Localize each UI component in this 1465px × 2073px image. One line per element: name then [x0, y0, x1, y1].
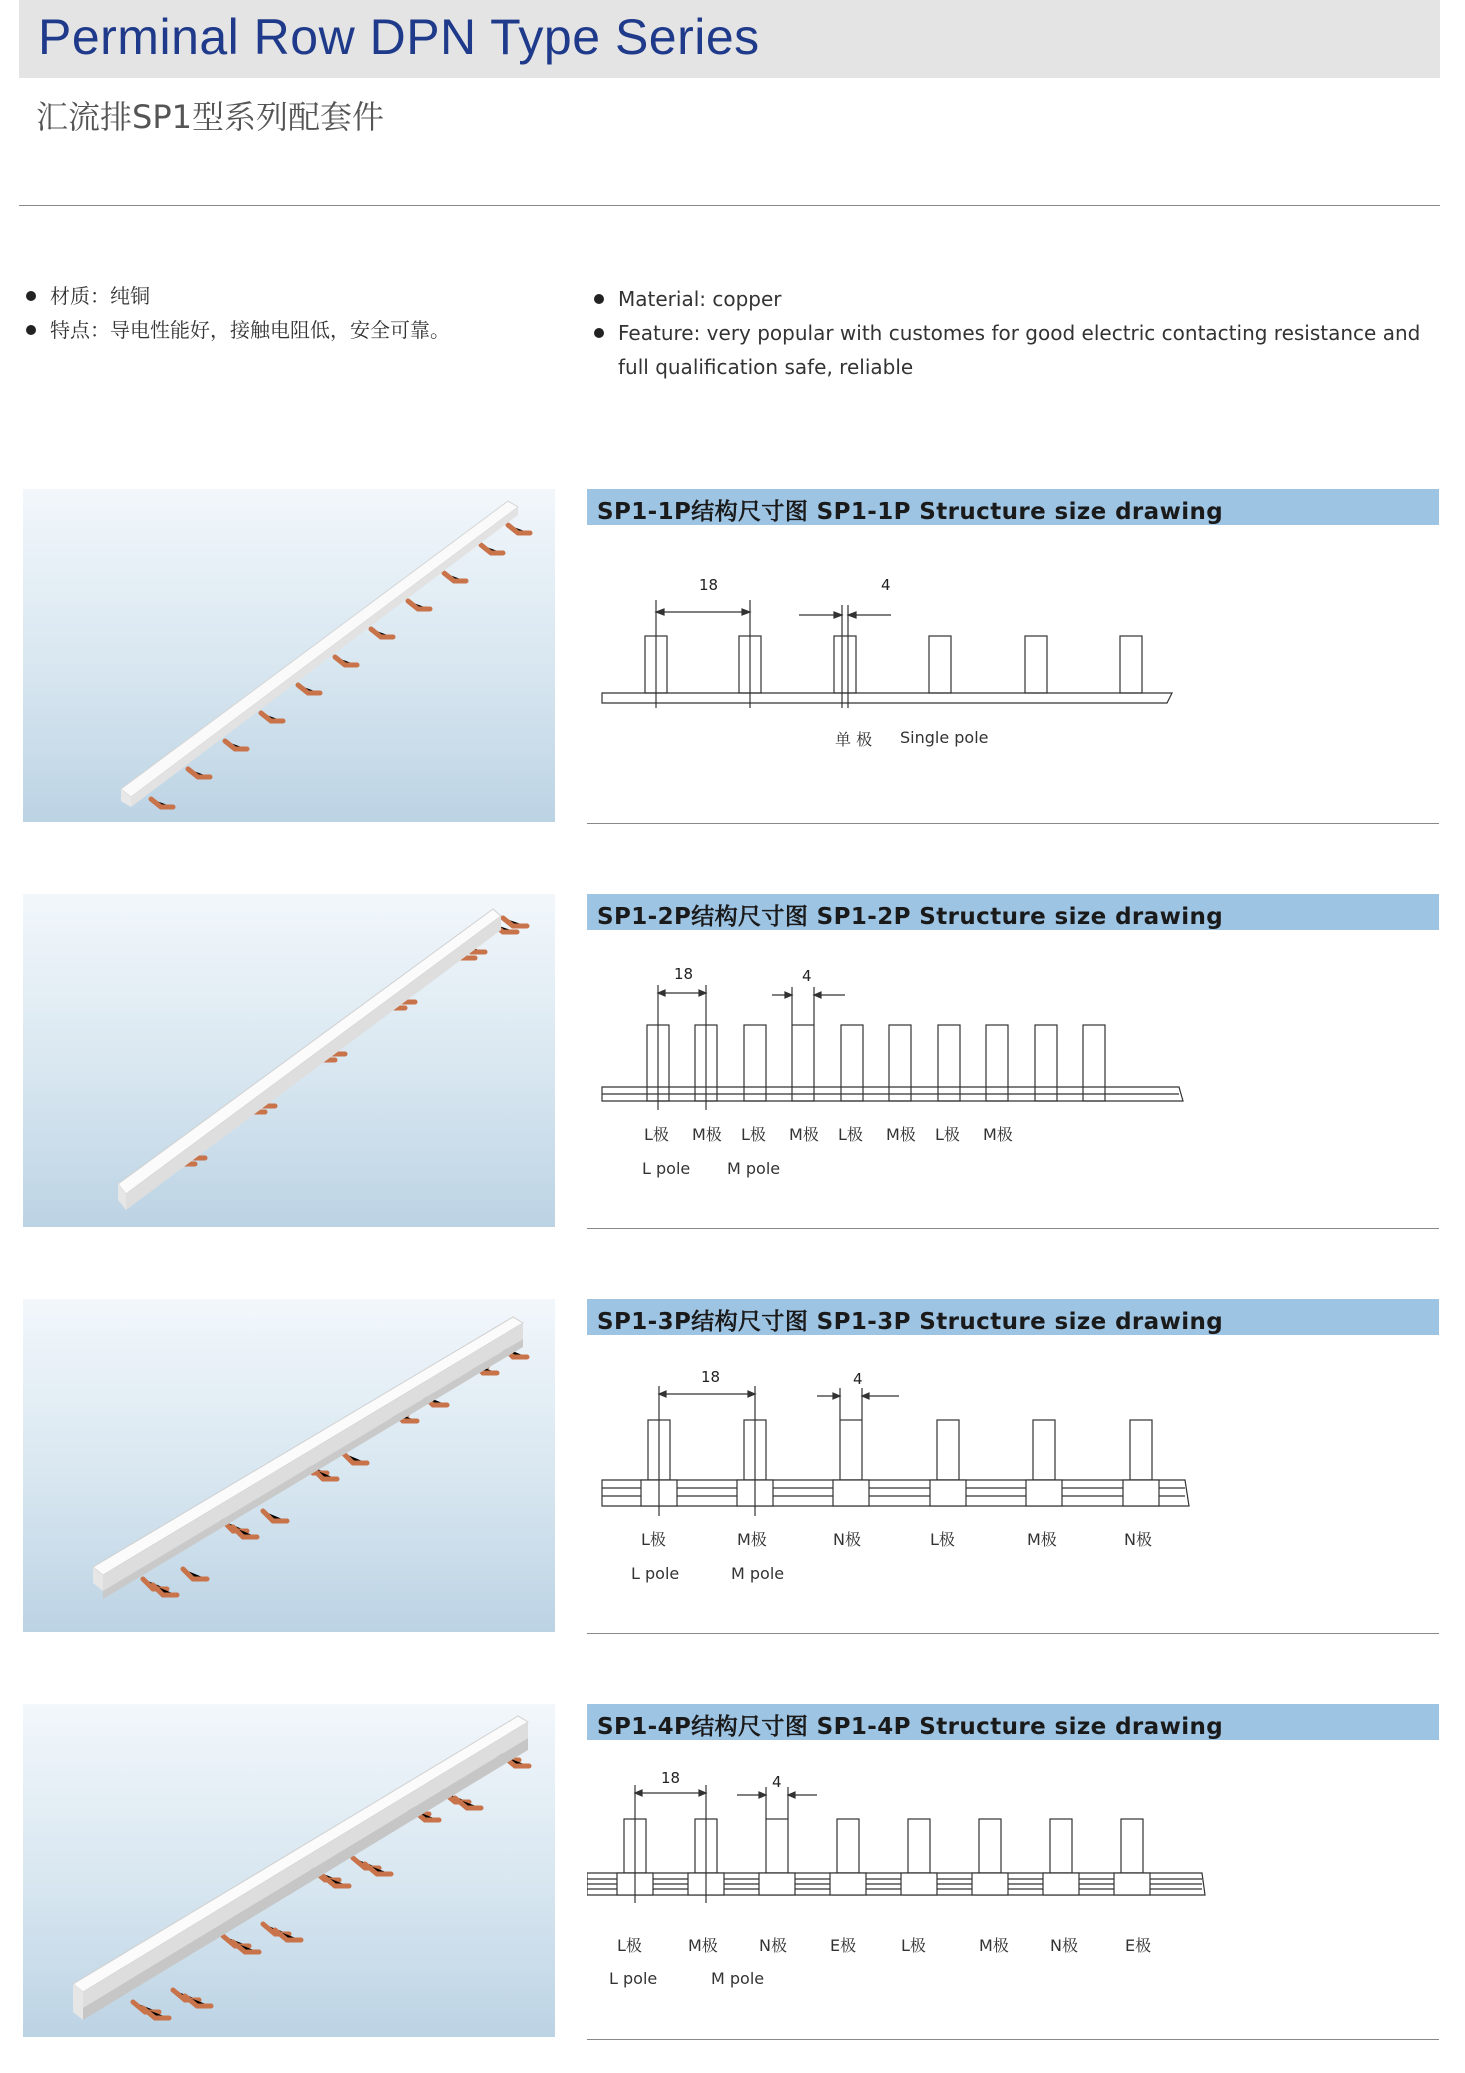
pole-label: M极 — [692, 1125, 722, 1144]
section-heading-4p — [587, 1704, 1439, 1740]
caption-cn: 单 极 — [835, 730, 873, 749]
pole-label: N极 — [1050, 1936, 1078, 1955]
pole-name: L pole — [631, 1564, 680, 1583]
feature-material-en: Material: copper — [590, 282, 1440, 316]
pole-label: M极 — [688, 1936, 718, 1955]
dim-width: 4 — [802, 967, 812, 985]
section-heading-3p — [587, 1299, 1439, 1335]
product-photo-2p — [23, 894, 555, 1227]
product-photo-1p — [23, 489, 555, 822]
section-heading-2p — [587, 894, 1439, 930]
divider — [19, 205, 1440, 206]
section-heading-text: SP1-1P结构尺寸图 SP1-1P Structure size drawing — [597, 499, 1224, 525]
section-heading-text: SP1-2P结构尺寸图 SP1-2P Structure size drawing — [597, 904, 1224, 930]
divider — [587, 1228, 1439, 1229]
pole-label: L极 — [617, 1936, 642, 1955]
section-heading-text: SP1-3P结构尺寸图 SP1-3P Structure size drawing — [597, 1309, 1224, 1335]
product-photo-3p — [23, 1299, 555, 1632]
pole-label: M极 — [789, 1125, 819, 1144]
dim-width: 4 — [853, 1370, 863, 1388]
pole-label: N极 — [833, 1530, 861, 1549]
pole-label: E极 — [830, 1936, 857, 1955]
page-subtitle: 汇流排SP1型系列配套件 — [36, 98, 384, 136]
pole-name: M pole — [727, 1159, 781, 1178]
divider — [587, 823, 1439, 824]
pole-name: L pole — [609, 1969, 658, 1988]
pole-name: L pole — [642, 1159, 691, 1178]
pole-label: L极 — [644, 1125, 669, 1144]
feature-property-en: Feature: very popular with customes for good electric contacting resistance and full qualification safe, reliable — [590, 316, 1440, 384]
dim-pitch: 18 — [674, 965, 694, 983]
dim-pitch: 18 — [661, 1769, 681, 1787]
feature-material-cn: 材质：纯铜 — [22, 279, 542, 313]
dim-width: 4 — [881, 576, 891, 594]
drawing-1p — [587, 560, 1439, 760]
pole-name: M pole — [711, 1969, 765, 1988]
divider — [587, 1633, 1439, 1634]
section-heading-text: SP1-4P结构尺寸图 SP1-4P Structure size drawing — [597, 1714, 1224, 1740]
product-photo-4p — [23, 1704, 555, 2037]
pole-label: N极 — [759, 1936, 787, 1955]
features-en-list — [590, 282, 1440, 384]
caption-en: Single pole — [900, 728, 989, 747]
drawing-3p — [587, 1360, 1439, 1590]
dim-pitch: 18 — [701, 1368, 721, 1386]
drawing-4p — [587, 1765, 1439, 1995]
pole-label: L极 — [641, 1530, 666, 1549]
features-cn-list — [22, 279, 542, 347]
divider — [587, 2039, 1439, 2040]
pole-label: L极 — [930, 1530, 955, 1549]
dim-pitch: 18 — [699, 576, 719, 594]
pole-label: M极 — [983, 1125, 1013, 1144]
pole-label: N极 — [1124, 1530, 1152, 1549]
section-heading-1p — [587, 489, 1439, 525]
pole-label: M极 — [886, 1125, 916, 1144]
pole-name: M pole — [731, 1564, 785, 1583]
page-title: Perminal Row DPN Type Series — [38, 9, 760, 65]
pole-label: L极 — [838, 1125, 863, 1144]
dim-width: 4 — [772, 1773, 782, 1791]
pole-label: M极 — [737, 1530, 767, 1549]
pole-label: L极 — [935, 1125, 960, 1144]
pole-label: L极 — [901, 1936, 926, 1955]
pole-label: M极 — [1027, 1530, 1057, 1549]
pole-label: E极 — [1125, 1936, 1152, 1955]
drawing-2p — [587, 955, 1439, 1185]
feature-property-cn: 特点：导电性能好，接触电阻低，安全可靠。 — [22, 313, 542, 347]
pole-label: L极 — [741, 1125, 766, 1144]
pole-label: M极 — [979, 1936, 1009, 1955]
